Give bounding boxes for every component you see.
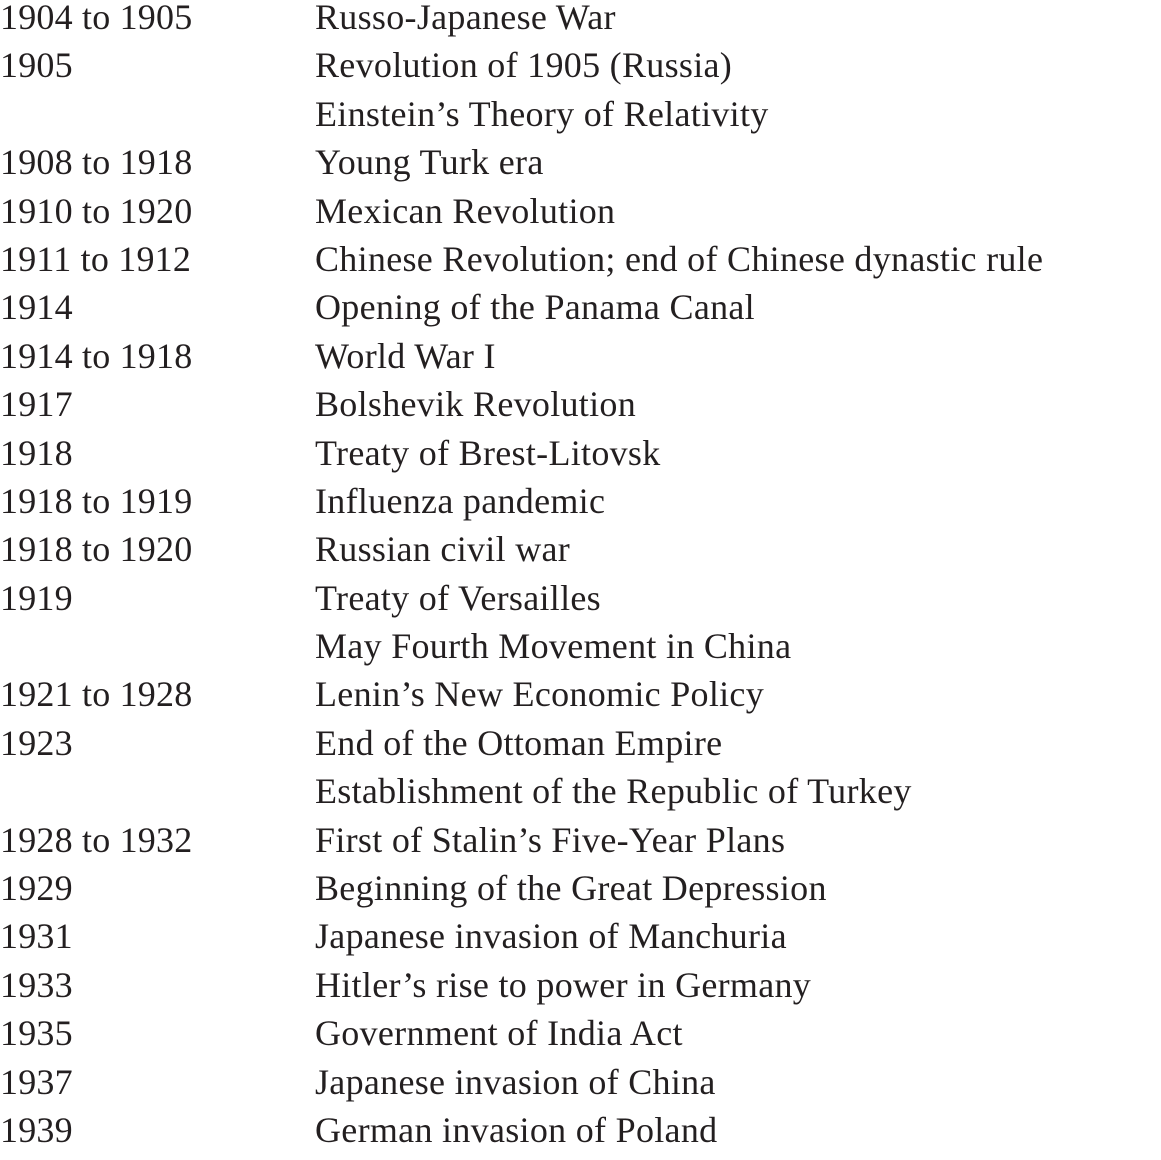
timeline-row [0,432,1161,483]
timeline-event: Young Turk era [315,142,544,183]
timeline-date: 1914 to 1918 [0,335,193,376]
timeline-event: Russian civil war [315,529,571,570]
timeline-date: 1905 [0,45,73,86]
timeline-date [0,96,315,144]
timeline-date: 1919 [0,577,73,618]
timeline-row [0,1015,1161,1063]
timeline-date: 1929 [0,868,73,909]
timeline-event: Einstein’s Theory of Relativity [315,93,769,134]
timeline-row [0,722,1161,773]
timeline-date: 1908 to 1918 [0,142,193,183]
timeline-row [0,676,1161,724]
timeline-row [0,1109,1161,1160]
timeline-event: May Fourth Movement in China [315,626,792,667]
timeline-row [0,1061,1161,1112]
timeline-date [0,773,315,821]
timeline-event: Establishment of the Republic of Turkey [315,771,912,812]
timeline-date: 1933 [0,964,73,1005]
timeline-row [0,190,1161,241]
timeline-event: Bolshevik Revolution [315,384,636,425]
timeline-row [0,93,1161,144]
timeline-event: Japanese invasion of Manchuria [315,916,787,957]
timeline-date: 1918 to 1920 [0,529,193,570]
timeline-row [0,918,1161,966]
timeline-row [0,964,1161,1015]
timeline-row [0,870,1161,918]
timeline-event: Influenza pandemic [315,480,606,521]
timeline-event: Opening of the Panama Canal [315,287,755,328]
timeline-row [0,480,1161,531]
timeline-date: 1921 to 1928 [0,674,193,715]
timeline-event: Treaty of Brest-Litovsk [315,432,661,473]
timeline-date: 1918 to 1919 [0,480,193,521]
timeline-event: Revolution of 1905 (Russia) [315,45,733,86]
timeline-date: 1910 to 1920 [0,190,193,231]
timeline-row [0,335,1161,386]
timeline-event: Japanese invasion of China [315,1061,716,1102]
timeline-row [0,577,1161,628]
timeline-date: 1911 to 1912 [0,238,192,279]
timeline-event: Beginning of the Great Depression [315,868,827,909]
timeline-row [0,386,1161,434]
timeline-date: 1931 [0,916,73,957]
timeline-row [0,531,1161,579]
timeline-event: Mexican Revolution [315,190,616,231]
timeline-date: 1923 [0,722,73,763]
timeline-event: First of Stalin’s Five-Year Plans [315,819,786,860]
timeline-date: 1914 [0,287,73,328]
timeline-date: 1917 [0,384,73,425]
timeline-row [0,289,1161,337]
timeline-event: German invasion of Poland [315,1109,718,1150]
timeline-row [0,773,1161,821]
timeline-date: 1937 [0,1061,73,1102]
timeline-row [0,238,1161,289]
timeline-date: 1935 [0,1013,73,1054]
timeline-row [0,819,1161,870]
timeline-date: 1939 [0,1109,73,1150]
timeline-date: 1904 to 1905 [0,0,193,37]
timeline-event: Lenin’s New Economic Policy [315,674,765,715]
timeline-row [0,47,1161,95]
timeline-row [0,628,1161,676]
timeline-event: World War I [315,335,496,376]
timeline-date: 1918 [0,432,73,473]
timeline-event: Russo-Japanese War [315,0,616,37]
timeline-row [0,144,1161,192]
timeline-event: Hitler’s rise to power in Germany [315,964,812,1005]
timeline-row [0,0,1161,47]
timeline-event: Treaty of Versailles [315,577,601,618]
timeline-date: 1928 to 1932 [0,819,193,860]
timeline-event: Government of India Act [315,1013,683,1054]
timeline-date [0,628,315,676]
timeline-event: Chinese Revolution; end of Chinese dynastic rule [315,238,1044,279]
timeline-event: End of the Ottoman Empire [315,722,723,763]
